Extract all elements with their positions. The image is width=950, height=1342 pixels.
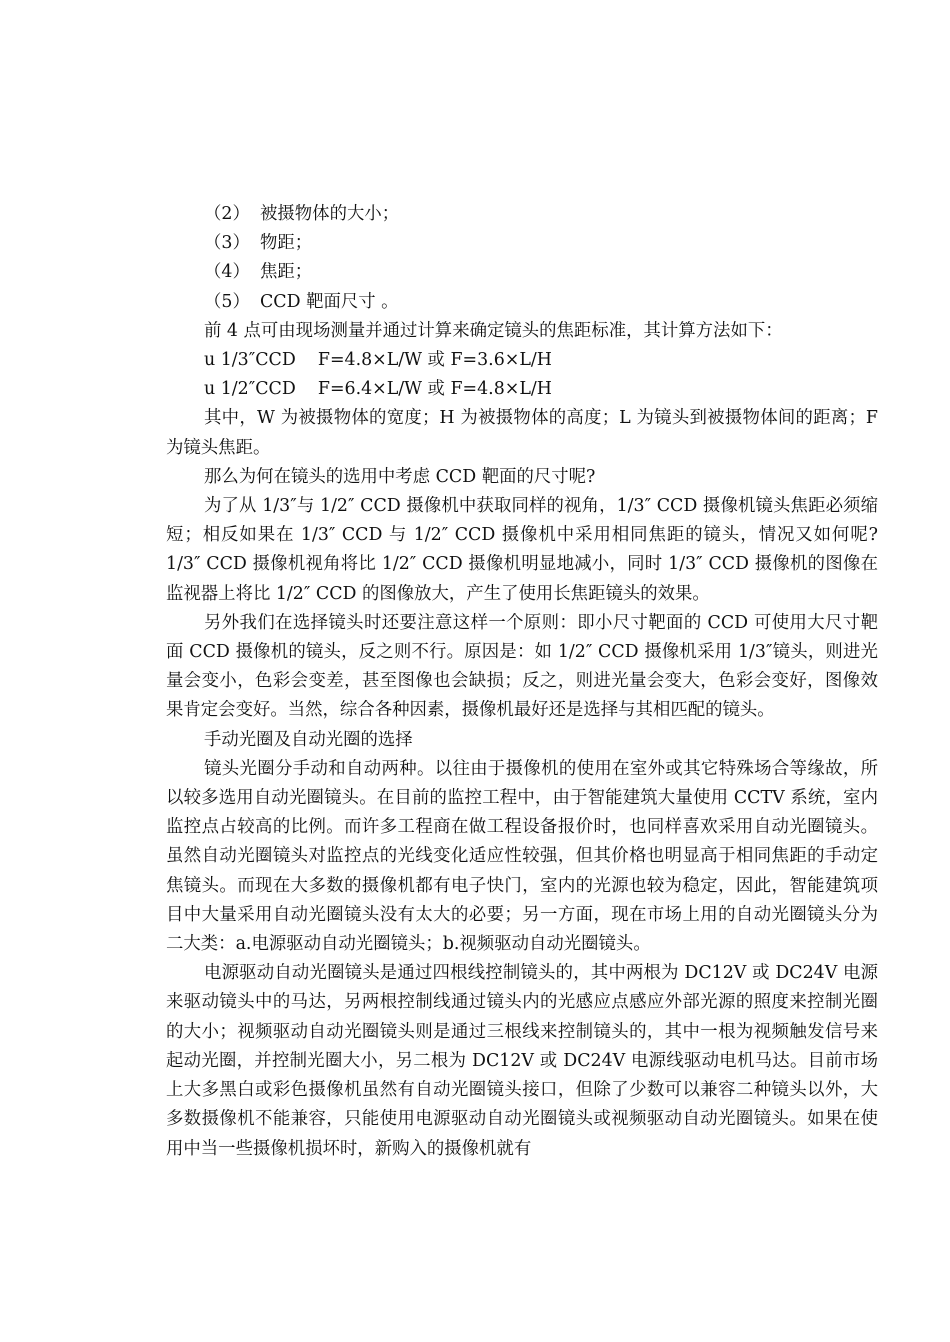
list-item-text: CCD 靶面尺寸 。 [260,291,399,312]
paragraph: 镜头光圈分手动和自动两种。以往由于摄像机的使用在室外或其它特殊场合等缘故，所以较多选用自动光圈镜头。在目前的监控工程中，由于智能建筑大量使用 CCTV 系统，室内监控点占较高的比例。而许多工程商在做工程设备报价时，也同样喜欢采用自动光圈镜头。虽然自动光圈镜头对监控点的光线变化适应性较强，但其价格也明显高于相同焦距的手动定焦镜头。而现在大多数的摄像机都有电子快门，室内的光源也较为稳定，因此，智能建筑项目中大量采用自动光圈镜头没有太大的必要；另一方面，现在市场上用的自动光圈镜头分为二大类：a.电源驱动自动光圈镜头；b.视频驱动自动光圈镜头。 [166,758,878,955]
list-item-number: （2） [204,204,250,224]
paragraph: 为了从 1/3″与 1/2″ CCD 摄像机中获取同样的视角，1/3″ CCD 摄像机镜头焦距必须缩短；相反如果在 1/3″ CCD 与 1/2″ CCD 摄像机中采用相同焦距的镜头，情况又如何呢?1/3″ CCD 摄像机视角将比 1/2″ CCD 摄像机明显地减小，同时 1/3″ CCD 摄像机的图像在监视器上将比 1/2″ CCD 的图像放大，产生了使用长焦距镜头的效果。 [166,496,878,604]
list-item-number: （4） [204,262,250,283]
list-item-text: 焦距； [260,262,313,283]
section-heading: 手动光圈及自动光圈的选择 [204,729,413,750]
formula-line: u 1/2″CCD F=6.4×L/W 或 F=4.8×L/H [204,379,552,400]
formula-line: u 1/3″CCD F=4.8×L/W 或 F=3.6×L/H [204,350,552,371]
list-item-text: 被摄物体的大小； [260,204,400,224]
list-item [166,288,878,317]
paragraph: 另外我们在选择镜头时还要注意这样一个原则：即小尺寸靶面的 CCD 可使用大尺寸靶面 CCD 摄像机的镜头，反之则不行。原因是：如 1/2″ CCD 摄像机采用 1/3″镜头，则进光量会变小，色彩会变差，甚至图像也会缺损；反之，则进光量会变大，色彩会变好，图像效果肯定会变好。当然，综合各种因素，摄像机最好还是选择与其相匹配的镜头。 [166,612,878,721]
intro-paragraph: 前 4 点可由现场测量并通过计算来确定镜头的焦距标准，其计算方法如下： [204,320,783,341]
paragraph: 那么为何在镜头的选用中考虑 CCD 靶面的尺寸呢? [204,466,596,487]
list-item-text: 物距； [260,233,313,254]
list-item [166,258,878,287]
paragraph: 电源驱动自动光圈镜头是通过四根线控制镜头的，其中两根为 DC12V 或 DC24V 电源来驱动镜头中的马达，另两根控制线通过镜头内的光感应点感应外部光源的照度来控制光圈的大小；视频驱动自动光圈镜头则是通过三根线来控制镜头的，其中一根为视频触发信号来起动光圈，并控制光圈大小，另二根为 DC12V 或 DC24V 电源线驱动电机马达。目前市场上大多黑白或彩色摄像机虽然有自动光圈镜头接口，但除了少数可以兼容二种镜头以外，大多数摄像机不能兼容，只能使用电源驱动自动光圈镜头或视频驱动自动光圈镜头。如果在使用中当一些摄像机损坏时，新购入的摄像机就有 [166,963,878,1159]
document-body [166,200,878,1164]
list-item [166,229,878,258]
list-item [166,200,878,229]
list-item-number: （3） [204,233,250,254]
list-item-number: （5） [204,291,250,312]
paragraph: 其中，W 为被摄物体的宽度；H 为被摄物体的高度；L 为镜头到被摄物体间的距离；F 为镜头焦距。 [166,408,878,458]
